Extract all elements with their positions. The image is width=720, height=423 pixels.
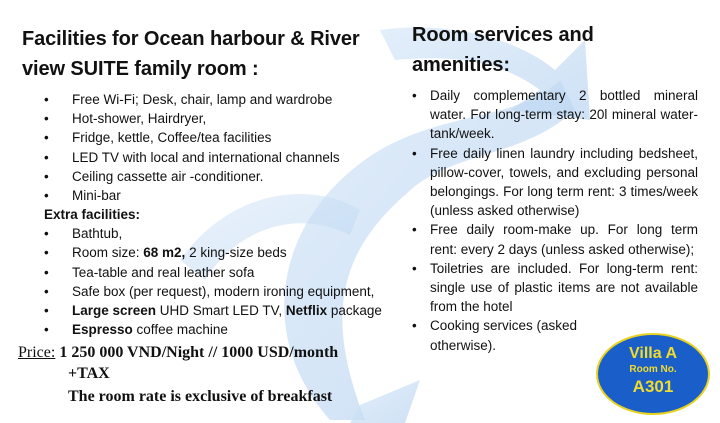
bullet-icon: • — [44, 111, 49, 127]
bullet-icon: • — [412, 222, 417, 238]
bullet-icon: • — [412, 318, 417, 334]
list-item: • Bathtub, — [22, 224, 407, 243]
room-number-label: Room No. — [629, 364, 677, 375]
list-item: • LED TV with local and international channels — [22, 148, 407, 167]
room-number: A301 — [632, 377, 674, 396]
list-item: • Safe box (per request), modern ironing equipment, — [22, 282, 407, 301]
services-list — [412, 86, 712, 355]
villa-label: Villa A — [628, 345, 678, 362]
bullet-icon: • — [44, 92, 49, 107]
services-title-line2: amenities: — [412, 54, 510, 76]
breakfast-note: The room rate is exclusive of breakfast — [68, 388, 333, 405]
bullet-icon: • — [44, 322, 49, 338]
list-item: • Fridge, kettle, Coffee/tea facilities — [22, 128, 407, 147]
bullet-icon: • — [44, 149, 49, 165]
list-item: • Hot-shower, Hairdryer, — [22, 109, 407, 128]
list-item: • Room size: 68 m2, 2 king-size beds — [22, 243, 407, 262]
services-title — [412, 20, 712, 80]
bullet-icon: • — [412, 145, 417, 161]
list-item: • Cooking services (asked otherwise). — [412, 318, 578, 353]
facilities-title-line1: Facilities for Ocean harbour & River — [22, 28, 360, 50]
price-value: 1 250 000 VND/Night // 1000 USD/month — [55, 344, 339, 361]
services-section — [412, 20, 712, 355]
facilities-title — [22, 24, 407, 84]
list-item: • Mini-bar — [22, 186, 407, 205]
list-item: • Tea-table and real leather sofa — [22, 263, 407, 282]
price-label: Price: — [18, 344, 56, 361]
extra-facilities-heading: Extra facilities: — [44, 207, 141, 223]
list-item: • Ceiling cassette air -conditioner. — [22, 167, 407, 186]
bullet-icon: • — [44, 283, 49, 299]
list-item: • Daily complementary 2 bottled mineral water. For long-term stay: 20l mineral water-tank/week. — [412, 88, 698, 142]
services-title-line1: Room services and — [412, 24, 594, 46]
list-item: • Free Wi-Fi; Desk, chair, lamp and wardrobe — [22, 90, 407, 109]
price-tax: +TAX — [68, 365, 110, 382]
bullet-icon: • — [412, 260, 417, 276]
extra-facilities-list — [22, 224, 407, 339]
list-item: • Free daily room-make up. For long term rent: every 2 days (unless asked otherwise); — [412, 222, 698, 257]
price-block — [18, 342, 338, 407]
list-item: • Free daily linen laundry including bedsheet, pillow-cover, towels, and excluding personal belongings. For long term rent: 3 times/week (unless asked otherwise) — [412, 145, 698, 219]
bullet-icon: • — [44, 188, 49, 204]
facilities-list — [22, 90, 407, 205]
room-badge — [596, 333, 710, 415]
bullet-icon: • — [44, 226, 49, 242]
bullet-icon: • — [44, 264, 49, 280]
bullet-icon: • — [44, 130, 49, 146]
list-item: • Large screen UHD Smart LED TV, Netflix package — [22, 301, 407, 320]
bullet-icon: • — [44, 245, 49, 261]
bullet-icon: • — [44, 303, 49, 319]
list-item: • Toiletries are included. For long-term rent: single use of plastic items are not available from the hotel — [412, 260, 698, 315]
facilities-title-line2: view SUITE family room : — [22, 58, 259, 80]
facilities-section — [22, 24, 407, 339]
bullet-icon: • — [44, 168, 49, 184]
list-item: • Espresso coffee machine — [22, 320, 407, 339]
bullet-icon: • — [412, 88, 417, 103]
